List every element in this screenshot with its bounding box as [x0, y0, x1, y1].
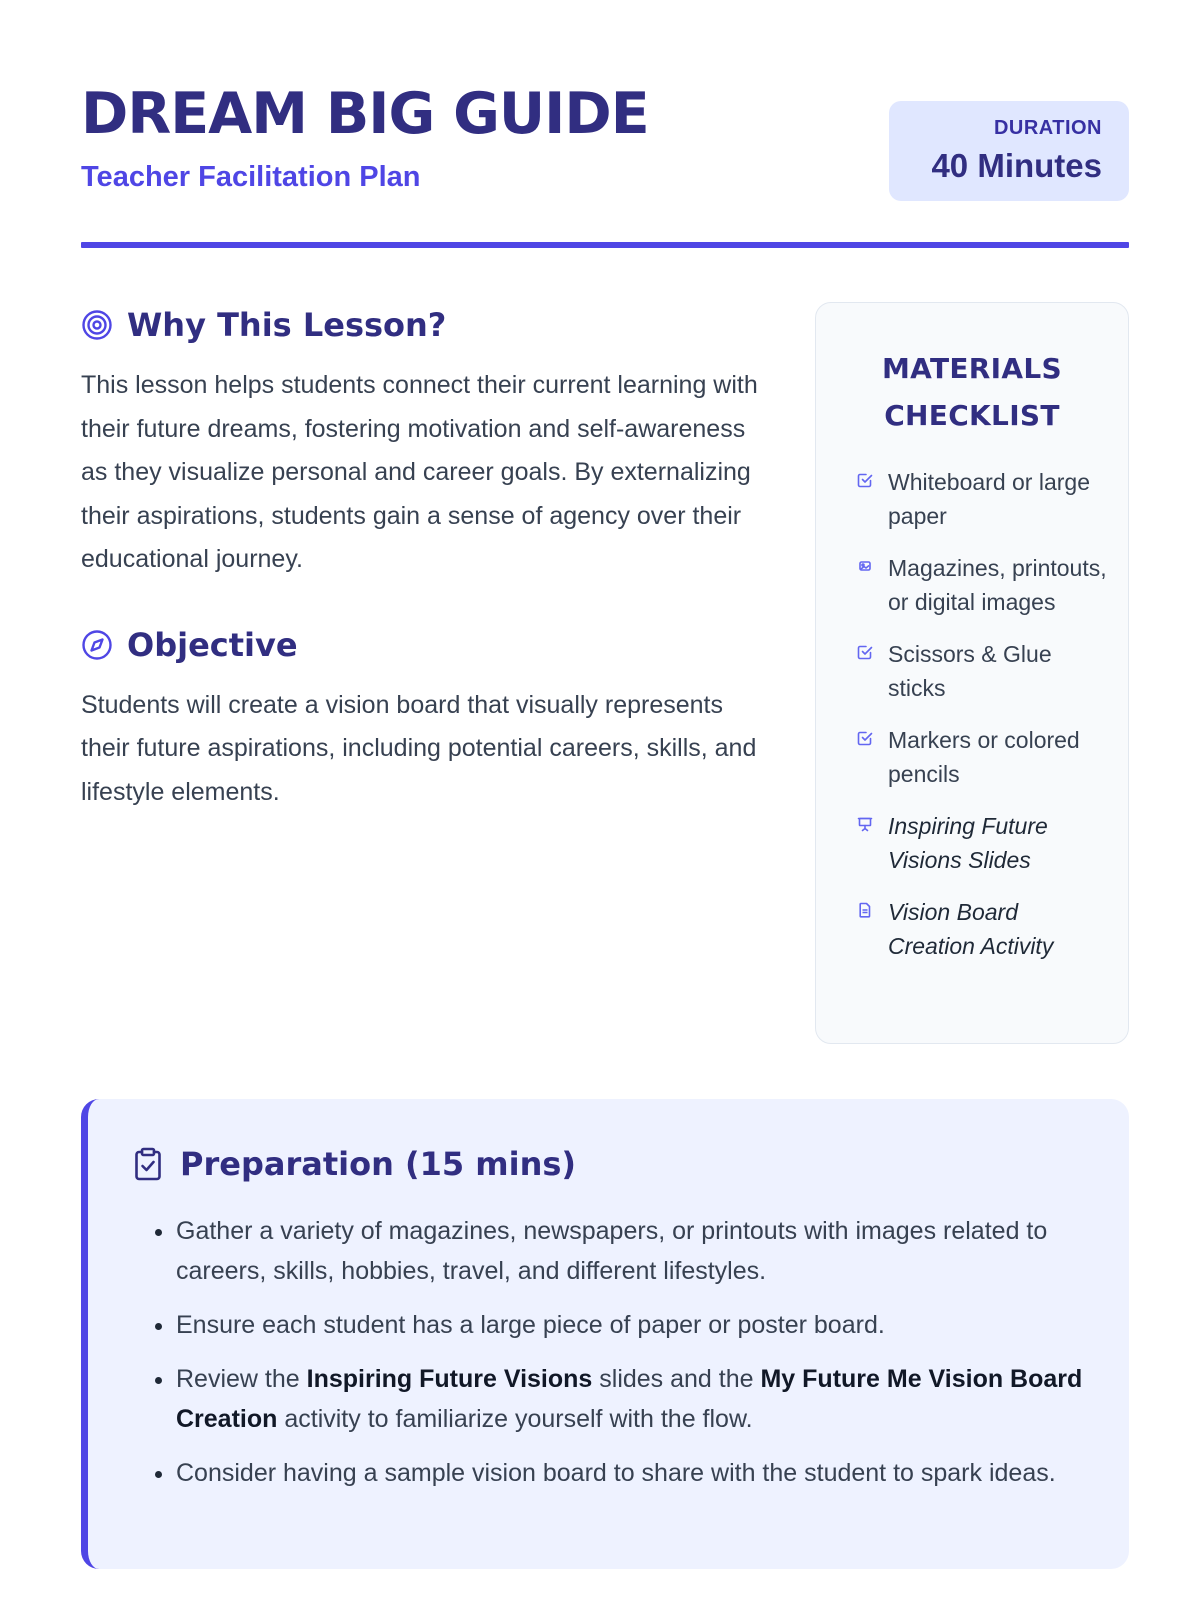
preparation-title: Preparation (15 mins) [180, 1145, 577, 1183]
materials-item-label: Whiteboard or large paper [888, 469, 1090, 529]
header-divider [81, 242, 1129, 248]
materials-item-label: Markers or colored pencils [888, 727, 1080, 787]
materials-list [816, 465, 1128, 963]
materials-item [856, 809, 1108, 877]
checkbox-icon [856, 471, 874, 489]
preparation-item: • Gather a variety of magazines, newspapers, or printouts with images related to careers, skills, hobbies, travel, and different lifestyles. [176, 1211, 1089, 1291]
why-heading [81, 300, 771, 350]
header [81, 0, 1129, 248]
presentation-icon [856, 815, 874, 833]
materials-item-label: Magazines, printouts, or digital images [888, 555, 1107, 615]
preparation-item: • Consider having a sample vision board to share with the student to spark ideas. [176, 1453, 1089, 1493]
objective-heading [81, 620, 771, 670]
clipboard-check-icon [130, 1146, 166, 1182]
materials-title-line1: MATERIALS [882, 352, 1062, 385]
compass-icon [81, 629, 113, 661]
why-body: This lesson helps students connect their current learning with their future dreams, fostering motivation and self-awareness as they visualize personal and career goals. By externalizing their aspirations, students gain a sense of agency over their educational journey. [81, 371, 758, 573]
materials-item-label: Vision Board Creation Activity [888, 899, 1054, 959]
materials-item [856, 723, 1108, 791]
preparation-item-text: slides and the [592, 1365, 761, 1393]
duration-label: DURATION [993, 117, 1102, 139]
checkbox-icon [856, 729, 874, 747]
checkbox-icon [856, 643, 874, 661]
objective-title: Objective [127, 625, 298, 664]
duration-value: 40 Minutes [931, 147, 1102, 184]
preparation-item-text: Review the [176, 1365, 307, 1393]
left-column [81, 300, 771, 814]
preparation-item-text: activity to familiarize yourself with the flow. [277, 1405, 753, 1433]
document-icon [856, 901, 874, 919]
page-title: DREAM BIG GUIDE [81, 81, 649, 147]
materials-checklist-card [815, 302, 1129, 1044]
preparation-heading [130, 1139, 1089, 1189]
duration-badge [889, 101, 1129, 201]
materials-title [816, 345, 1128, 439]
materials-item [856, 465, 1108, 533]
objective-section [81, 620, 771, 815]
materials-item [856, 637, 1108, 705]
target-icon [81, 309, 113, 341]
activity-title: My Future Me Vision Board Creation [176, 1365, 1083, 1433]
materials-item-label: Scissors & Glue sticks [888, 641, 1052, 701]
preparation-list [130, 1211, 1089, 1493]
why-section [81, 300, 771, 582]
lesson-plan-page [81, 0, 1129, 1487]
objective-body: Students will create a vision board that visually represents their future aspirations, including potential careers, skills, and lifestyle elements. [81, 690, 757, 806]
preparation-item: • Ensure each student has a large piece of paper or poster board. [176, 1305, 1089, 1345]
why-title: Why This Lesson? [127, 306, 447, 344]
materials-item [856, 551, 1108, 619]
materials-item [856, 895, 1108, 963]
image-icon [856, 557, 874, 575]
materials-title-line2: CHECKLIST [884, 399, 1060, 432]
preparation-item [176, 1359, 1089, 1439]
page-subtitle: Teacher Facilitation Plan [81, 161, 421, 193]
materials-item-label: Inspiring Future Visions Slides [888, 813, 1048, 873]
preparation-section [81, 1099, 1129, 1569]
slides-title: Inspiring Future Visions [306, 1365, 593, 1393]
